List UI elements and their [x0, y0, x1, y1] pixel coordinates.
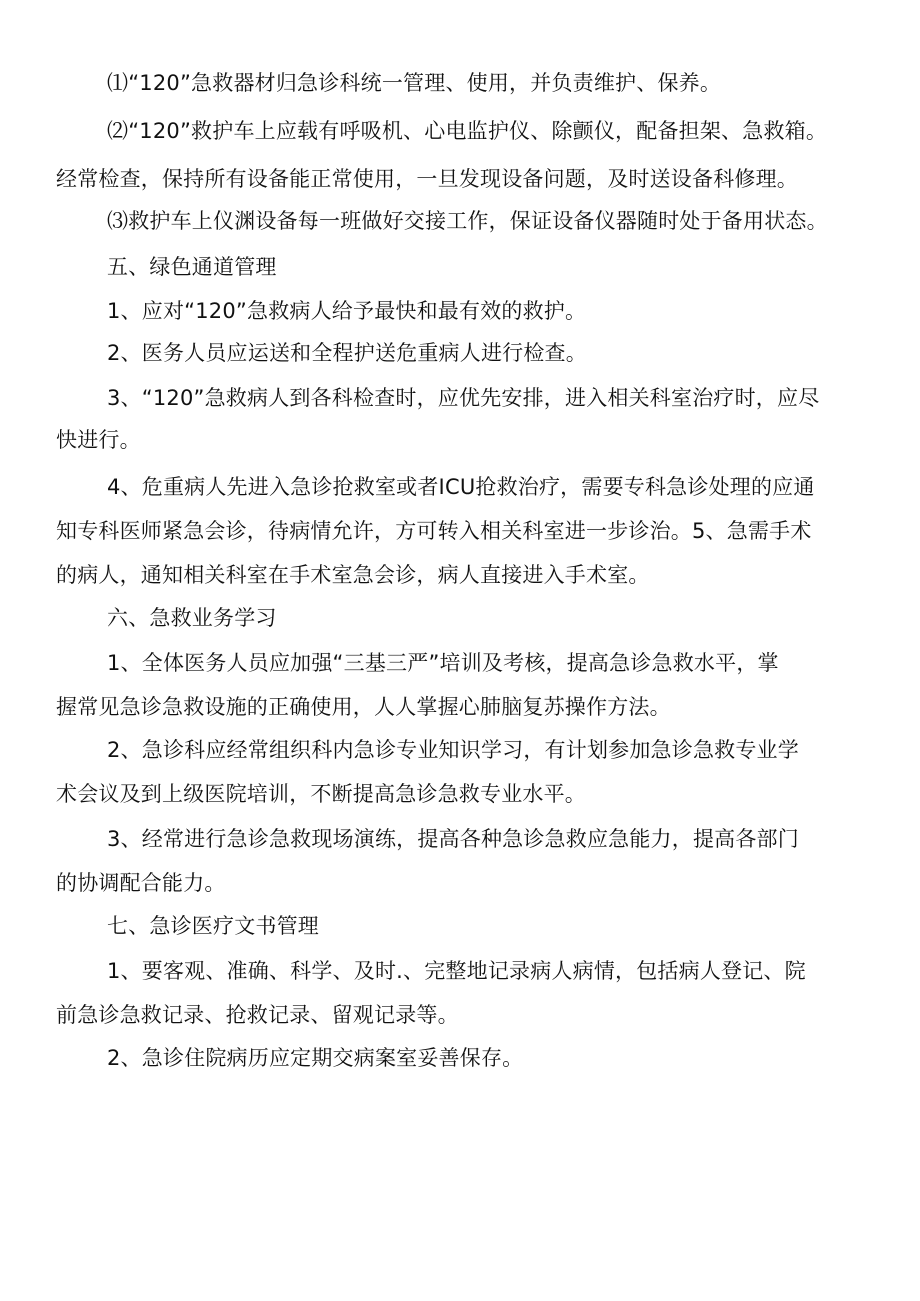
- text-line: ⑶救护车上仪渊设备每一班做好交接工作，保证设备仪器随时处于备用状态。: [107, 209, 828, 233]
- section-heading: 七、急诊医疗文书管理: [107, 914, 319, 938]
- text-line: 的病人，通知相关科室在手术室急会诊，病人直接进入手术室。: [56, 563, 650, 587]
- text-line: 1、要客观、准确、科学、及时.、完整地记录病人病情，包括病人登记、院: [107, 959, 806, 983]
- section-heading: 五、绿色通道管理: [107, 255, 277, 279]
- text-line: 2、急诊科应经常组织科内急诊专业知识学习，有计划参加急诊急救专业学: [107, 738, 799, 762]
- text-line: 知专科医师紧急会诊，待病情允许，方可转入相关科室进一步诊治。5、急需手术: [56, 519, 812, 543]
- text-line: 3、经常进行急诊急救现场演练，提高各种急诊急救应急能力，提高各部门: [107, 827, 799, 851]
- text-line: 的协调配合能力。: [56, 871, 226, 895]
- text-line: 术会议及到上级医院培训，不断提高急诊急救专业水平。: [56, 782, 586, 806]
- text-line: 快进行。: [56, 428, 141, 452]
- text-line: 3、“120”急救病人到各科检查时，应优先安排，进入相关科室治疗时，应尽: [107, 386, 820, 410]
- text-line: 1、全体医务人员应加强“三基三严”培训及考核，提高急诊急救水平，掌: [107, 651, 779, 675]
- text-line: 经常检查，保持所有设备能正常使用，一旦发现设备问题，及时送设备科修理。: [56, 167, 798, 191]
- text-line: 4、危重病人先进入急诊抢救室或者ICU抢救治疗，需要专科急诊处理的应通: [107, 475, 815, 499]
- text-line: 前急诊急救记录、抢救记录、留观记录等。: [56, 1003, 459, 1027]
- text-line: ⑴“120”急救器材归急诊科统一管理、使用，并负责维护、保养。: [107, 71, 722, 95]
- text-line: 2、医务人员应运送和全程护送危重病人进行检查。: [107, 341, 587, 365]
- text-line: ⑵“120”救护车上应载有呼吸机、心电监护仪、除颤仪，配备担架、急救箱。: [107, 119, 828, 143]
- text-line: 1、应对“120”急救病人给予最快和最有效的救护。: [107, 299, 587, 323]
- text-line: 握常见急诊急救设施的正确使用，人人掌握心肺脑复苏操作方法。: [56, 695, 671, 719]
- section-heading: 六、急救业务学习: [107, 606, 277, 630]
- text-line: 2、急诊住院病历应定期交病案室妥善保存。: [107, 1046, 524, 1070]
